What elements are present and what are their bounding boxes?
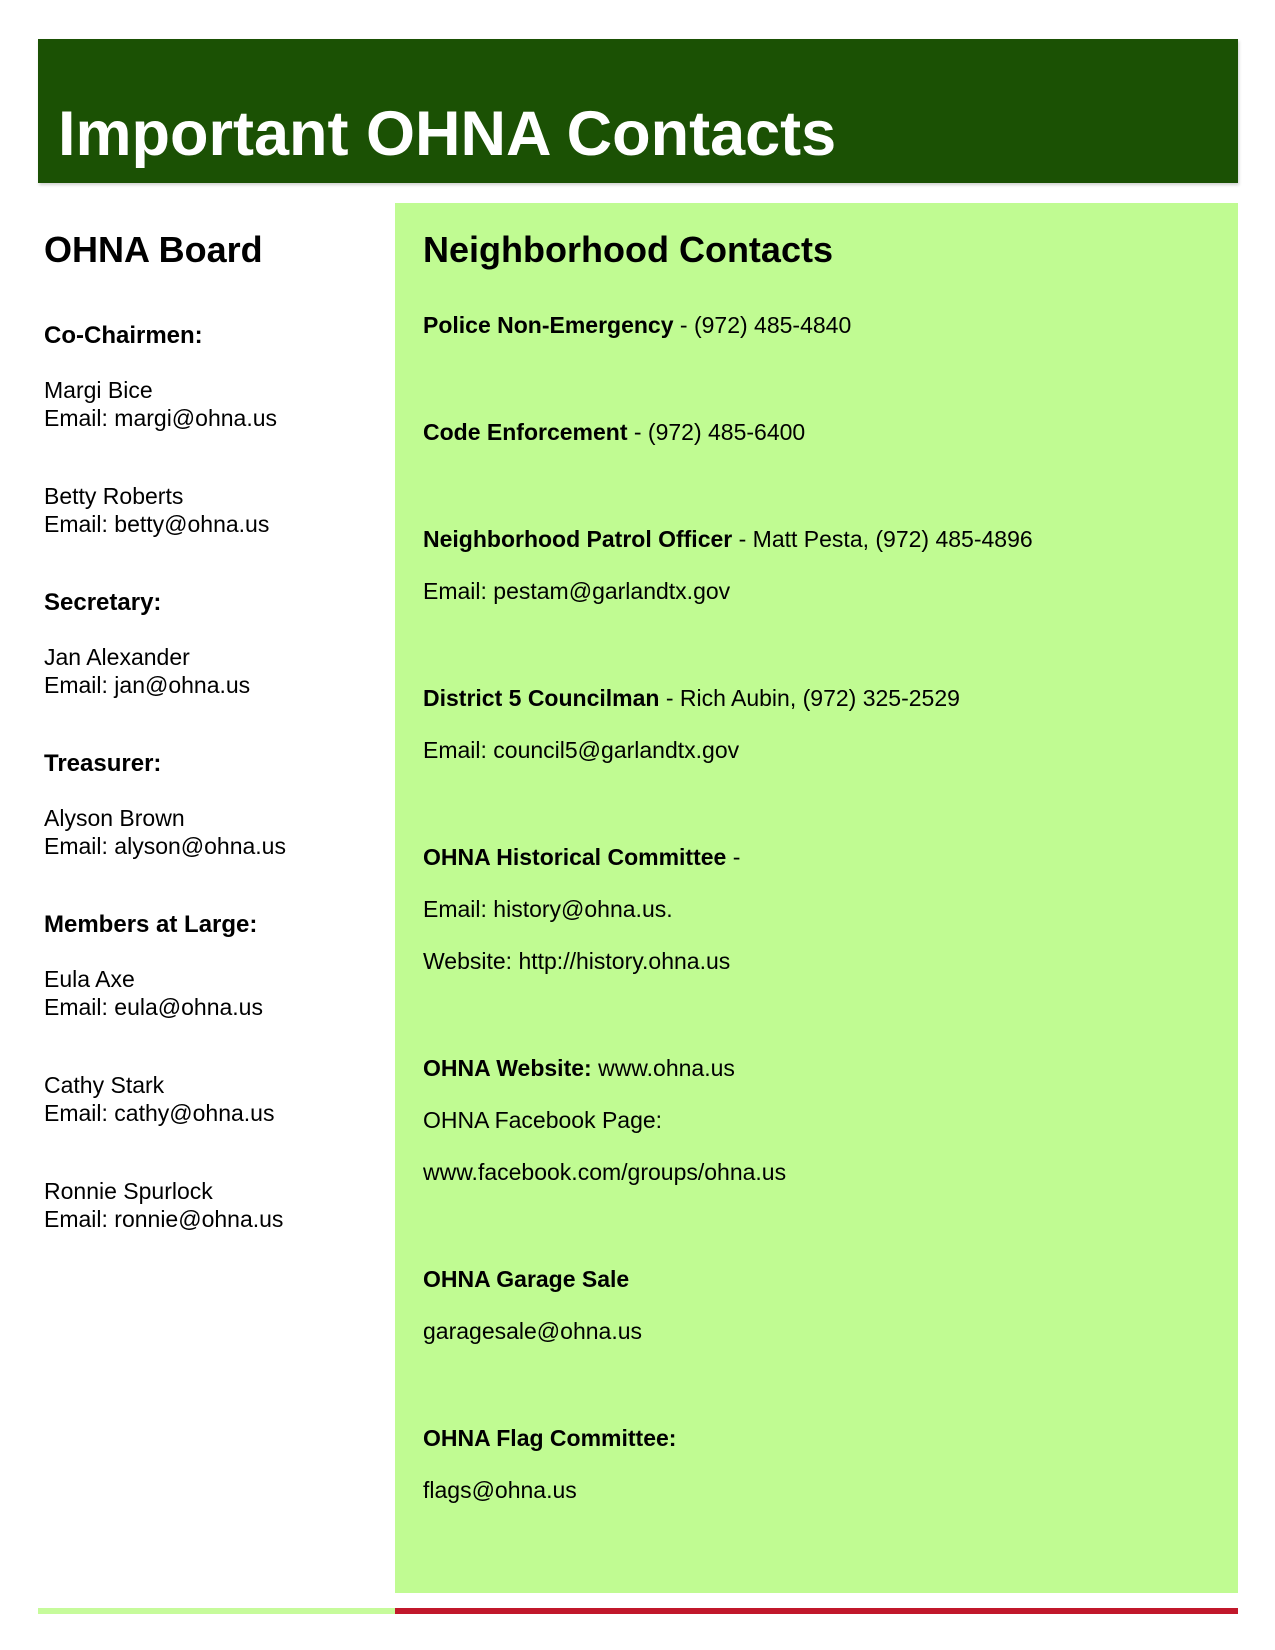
contact-line [423, 565, 1208, 617]
board-members [44, 376, 395, 538]
contact-line [423, 935, 1208, 987]
board-member-email: Email: cathy@ohna.us [44, 1100, 275, 1126]
contact-line [423, 1464, 1208, 1516]
contact-line [423, 299, 1208, 351]
contact-line-label: District 5 Councilman [423, 685, 660, 711]
board-member [44, 804, 395, 860]
contact-line [423, 1042, 1208, 1094]
contact-line-label: OHNA Garage Sale [423, 1266, 630, 1292]
board-members [44, 965, 395, 1233]
contact-group [423, 672, 1208, 776]
board-section [44, 749, 395, 860]
board-role-label: Secretary: [44, 589, 162, 616]
board-member [44, 965, 395, 1021]
contact-group [423, 299, 1208, 351]
contact-line [423, 724, 1208, 776]
contact-group [423, 1412, 1208, 1516]
contact-line [423, 672, 1208, 724]
board-column [38, 203, 395, 1283]
contact-line-text: flags@ohna.us [423, 1477, 577, 1503]
board-section [44, 910, 395, 1233]
contact-line-label: Police Non-Emergency [423, 312, 674, 338]
contact-line-text: Email: pestam@garlandtx.gov [423, 578, 731, 604]
board-member-email: Email: betty@ohna.us [44, 511, 270, 537]
board-members [44, 643, 395, 699]
contact-group [423, 513, 1208, 617]
bottom-rule [38, 1608, 1238, 1614]
board-member [44, 482, 395, 538]
board-member [44, 643, 395, 699]
contact-line-text: - Rich Aubin, (972) 325-2529 [659, 685, 960, 711]
bottom-rule-green-segment [38, 1608, 395, 1614]
contact-line-label: Code Enforcement [423, 419, 628, 445]
board-member-email: Email: margi@ohna.us [44, 405, 277, 431]
contact-groups [423, 299, 1208, 1516]
contact-line-text: Email: council5@garlandtx.gov [423, 737, 740, 763]
contact-line-text: Email: history@ohna.us. [423, 896, 673, 922]
contact-line-text: - [726, 844, 741, 870]
board-member-email: Email: ronnie@ohna.us [44, 1206, 284, 1232]
board-member-name: Jan Alexander [44, 644, 190, 670]
board-member-email: Email: jan@ohna.us [44, 672, 251, 698]
contact-line [423, 831, 1208, 883]
board-member [44, 1177, 395, 1233]
board-member [44, 1071, 395, 1127]
board-role-label: Members at Large: [44, 911, 258, 938]
contact-line [423, 1305, 1208, 1357]
contact-line-text: OHNA Facebook Page: [423, 1107, 663, 1133]
board-section [44, 588, 395, 699]
content-area [38, 203, 1238, 1593]
contact-group [423, 831, 1208, 987]
contact-line-text: - (972) 485-4840 [673, 312, 852, 338]
board-member-email: Email: alyson@ohna.us [44, 833, 286, 859]
board-member-name: Cathy Stark [44, 1072, 165, 1098]
contact-line-text: - Matt Pesta, (972) 485-4896 [732, 526, 1033, 552]
contacts-panel [395, 203, 1238, 1593]
board-section [44, 321, 395, 538]
contact-line-text: www.ohna.us [591, 1055, 735, 1081]
contact-line-label: Neighborhood Patrol Officer [423, 526, 733, 552]
board-member-name: Margi Bice [44, 377, 153, 403]
contact-line-label: OHNA Website: [423, 1055, 592, 1081]
board-role-label: Treasurer: [44, 750, 162, 777]
header-banner [38, 39, 1238, 183]
board-sections [44, 321, 395, 1233]
contact-line-label: OHNA Flag Committee: [423, 1425, 677, 1451]
board-member [44, 376, 395, 432]
contact-line-text: garagesale@ohna.us [423, 1318, 643, 1344]
contact-line-text: Website: http://history.ohna.us [423, 948, 731, 974]
contact-line-text: www.facebook.com/groups/ohna.us [423, 1159, 787, 1185]
contact-group [423, 1253, 1208, 1357]
bottom-rule-red-segment [395, 1608, 1238, 1614]
contact-group [423, 1042, 1208, 1198]
board-member-name: Ronnie Spurlock [44, 1178, 213, 1204]
contact-line [423, 513, 1208, 565]
board-member-email: Email: eula@ohna.us [44, 994, 263, 1020]
contact-group [423, 406, 1208, 458]
page-title: Important OHNA Contacts [58, 99, 837, 169]
contact-line [423, 1146, 1208, 1198]
board-heading: OHNA Board [44, 229, 263, 270]
contact-line [423, 1094, 1208, 1146]
board-role-label: Co-Chairmen: [44, 322, 203, 349]
contact-line-text: - (972) 485-6400 [627, 419, 806, 445]
contacts-heading: Neighborhood Contacts [423, 229, 833, 270]
board-member-name: Betty Roberts [44, 483, 184, 509]
contact-line-label: OHNA Historical Committee [423, 844, 727, 870]
contact-line [423, 406, 1208, 458]
board-member-name: Alyson Brown [44, 805, 185, 831]
contact-line [423, 1253, 1208, 1305]
board-member-name: Eula Axe [44, 966, 135, 992]
contact-line [423, 1412, 1208, 1464]
contact-line [423, 883, 1208, 935]
board-members [44, 804, 395, 860]
